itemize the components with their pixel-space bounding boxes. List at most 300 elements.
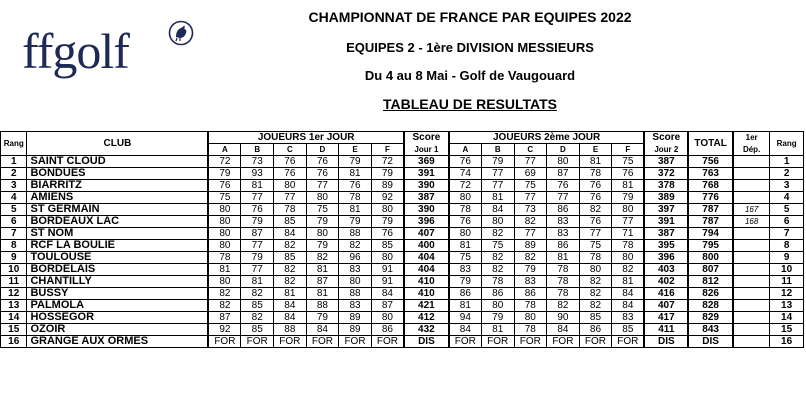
- day1-score-cell: 80: [371, 252, 404, 264]
- day2-score-cell: 79: [514, 264, 547, 276]
- day1-score-cell: 78: [208, 252, 241, 264]
- rank-header-right: Rang: [770, 132, 804, 156]
- club-name-cell: BORDEAUX LAC: [27, 216, 208, 228]
- day1-score-cell: 80: [306, 192, 339, 204]
- day1-score-cell: 76: [241, 204, 274, 216]
- day1-score-cell: 81: [274, 288, 307, 300]
- day2-score-cell: 77: [579, 228, 612, 240]
- result-row: [1, 324, 804, 336]
- day1-score-cell: 75: [208, 192, 241, 204]
- day1-score-cell: 76: [306, 156, 339, 168]
- day2-score-cell: 78: [449, 204, 482, 216]
- day1-score-cell: 80: [371, 204, 404, 216]
- rank-cell: 11: [1, 276, 27, 288]
- day2-score-cell: 75: [579, 240, 612, 252]
- day1-score-cell: 81: [241, 276, 274, 288]
- rank-right-cell: 3: [770, 180, 804, 192]
- day2-score-cell: 79: [481, 156, 514, 168]
- rank-cell: 13: [1, 300, 27, 312]
- day2-score-cell: 79: [449, 276, 482, 288]
- rank-cell: 7: [1, 228, 27, 240]
- result-row: [1, 276, 804, 288]
- day1-score-cell: 89: [339, 312, 372, 324]
- day1-score-cell: 82: [339, 240, 372, 252]
- day2-score-cell: 82: [579, 204, 612, 216]
- day2-player-d-header: D: [547, 144, 580, 156]
- day2-score-cell: 82: [481, 228, 514, 240]
- day1-score-cell: 82: [274, 276, 307, 288]
- day1-score-cell: 76: [274, 156, 307, 168]
- rank-right-cell: 8: [770, 240, 804, 252]
- day2-score-cell: 84: [449, 324, 482, 336]
- day1-player-e-header: E: [339, 144, 372, 156]
- score-day1-cell: 390: [404, 204, 449, 216]
- day1-score-cell: 79: [371, 216, 404, 228]
- day1-score-cell: 91: [371, 276, 404, 288]
- day2-player-a-header: A: [449, 144, 482, 156]
- day2-player-e-header: E: [579, 144, 612, 156]
- day2-score-cell: 87: [547, 168, 580, 180]
- first-departure-cell: [733, 192, 770, 204]
- day1-score-cell: 86: [371, 324, 404, 336]
- day2-score-cell: 78: [514, 300, 547, 312]
- day2-score-cell: 82: [481, 252, 514, 264]
- result-row: [1, 180, 804, 192]
- day2-score-cell: 78: [547, 288, 580, 300]
- first-departure-cell: [733, 336, 770, 348]
- day2-score-cell: 76: [579, 180, 612, 192]
- day1-score-cell: 93: [241, 168, 274, 180]
- day2-score-cell: 73: [514, 204, 547, 216]
- championship-title: CHAMPIONNAT DE FRANCE PAR EQUIPES 2022: [308, 9, 632, 25]
- day2-score-cell: 78: [579, 252, 612, 264]
- day1-score-cell: 88: [274, 324, 307, 336]
- rank-cell: 1: [1, 156, 27, 168]
- score-day2-cell: 389: [644, 192, 688, 204]
- day2-score-cell: 86: [481, 288, 514, 300]
- club-name-cell: OZOIR: [27, 324, 208, 336]
- first-departure-cell: [733, 180, 770, 192]
- day1-player-c-header: C: [274, 144, 307, 156]
- day2-score-cell: FOR: [579, 336, 612, 348]
- day1-score-cell: 83: [339, 300, 372, 312]
- day2-score-cell: 82: [579, 300, 612, 312]
- day2-score-cell: 69: [514, 168, 547, 180]
- day1-score-cell: 82: [306, 252, 339, 264]
- day1-score-cell: 91: [371, 264, 404, 276]
- total-cell: 776: [688, 192, 733, 204]
- total-cell: 787: [688, 204, 733, 216]
- day2-score-cell: 83: [514, 276, 547, 288]
- day1-score-cell: FOR: [241, 336, 274, 348]
- day2-score-cell: 81: [612, 276, 645, 288]
- day2-score-cell: 74: [449, 168, 482, 180]
- day1-score-cell: 82: [208, 300, 241, 312]
- day2-score-cell: 78: [481, 276, 514, 288]
- day2-score-cell: 81: [547, 252, 580, 264]
- day1-players-header: JOUEURS 1er JOUR: [208, 132, 404, 144]
- score-day2-cell: 387: [644, 156, 688, 168]
- day1-score-cell: 76: [274, 168, 307, 180]
- score-day2-cell: 378: [644, 180, 688, 192]
- day1-score-cell: 79: [371, 168, 404, 180]
- day1-score-cell: 81: [339, 168, 372, 180]
- score-day2-cell: 395: [644, 240, 688, 252]
- score-day1-cell: 404: [404, 264, 449, 276]
- day1-score-cell: 82: [274, 264, 307, 276]
- first-departure-cell: [733, 156, 770, 168]
- club-name-cell: RCF LA BOULIE: [27, 240, 208, 252]
- day2-score-cell: 83: [547, 216, 580, 228]
- rank-cell: 4: [1, 192, 27, 204]
- day2-score-cell: 80: [449, 192, 482, 204]
- day1-score-cell: 72: [208, 156, 241, 168]
- rank-right-cell: 2: [770, 168, 804, 180]
- score-day1-cell: DIS: [404, 336, 449, 348]
- day2-score-cell: 83: [449, 264, 482, 276]
- day1-score-cell: 80: [371, 312, 404, 324]
- day1-score-cell: 84: [306, 324, 339, 336]
- total-cell: 812: [688, 276, 733, 288]
- club-name-cell: PALMOLA: [27, 300, 208, 312]
- rank-right-cell: 9: [770, 252, 804, 264]
- day1-score-cell: 92: [371, 192, 404, 204]
- result-row: [1, 240, 804, 252]
- day2-player-c-header: C: [514, 144, 547, 156]
- day1-score-cell: 87: [208, 312, 241, 324]
- day2-score-cell: 78: [547, 276, 580, 288]
- day2-score-cell: 86: [547, 240, 580, 252]
- score-day1-cell: 387: [404, 192, 449, 204]
- day2-score-cell: 78: [547, 264, 580, 276]
- score-day1-header-top: Score: [404, 132, 449, 144]
- score-day1-cell: 410: [404, 288, 449, 300]
- score-day2-cell: 396: [644, 252, 688, 264]
- day1-score-cell: 85: [241, 324, 274, 336]
- day1-score-cell: 79: [339, 156, 372, 168]
- club-header: CLUB: [27, 132, 208, 156]
- division-title: EQUIPES 2 - 1ère DIVISION MESSIEURS: [346, 40, 594, 55]
- score-day1-cell: 412: [404, 312, 449, 324]
- day2-score-cell: 76: [547, 180, 580, 192]
- rank-header: Rang: [1, 132, 27, 156]
- day1-score-cell: 82: [241, 312, 274, 324]
- first-departure-cell: [733, 240, 770, 252]
- score-day1-cell: 400: [404, 240, 449, 252]
- day1-score-cell: 72: [371, 156, 404, 168]
- first-departure-header-bottom: Dép.: [733, 144, 770, 156]
- first-departure-cell: [733, 252, 770, 264]
- score-day2-cell: 407: [644, 300, 688, 312]
- day2-score-cell: 85: [612, 324, 645, 336]
- day1-player-a-header: A: [208, 144, 241, 156]
- day2-score-cell: 80: [612, 252, 645, 264]
- day2-score-cell: 86: [514, 288, 547, 300]
- club-name-cell: CHANTILLY: [27, 276, 208, 288]
- club-name-cell: BIARRITZ: [27, 180, 208, 192]
- day1-score-cell: 84: [274, 312, 307, 324]
- club-name-cell: SAINT CLOUD: [27, 156, 208, 168]
- day2-score-cell: 80: [449, 228, 482, 240]
- day1-score-cell: 81: [208, 264, 241, 276]
- day1-player-b-header: B: [241, 144, 274, 156]
- rank-cell: 6: [1, 216, 27, 228]
- day1-score-cell: 83: [339, 264, 372, 276]
- rank-right-cell: 11: [770, 276, 804, 288]
- day2-score-cell: 80: [612, 204, 645, 216]
- day2-score-cell: 80: [547, 156, 580, 168]
- day1-score-cell: 85: [241, 300, 274, 312]
- day2-score-cell: FOR: [449, 336, 482, 348]
- result-row: [1, 216, 804, 228]
- club-name-cell: AMIENS: [27, 192, 208, 204]
- day2-score-cell: 81: [481, 324, 514, 336]
- day1-score-cell: 82: [274, 240, 307, 252]
- day2-score-cell: 81: [579, 156, 612, 168]
- day2-score-cell: 83: [547, 228, 580, 240]
- score-day1-cell: 391: [404, 168, 449, 180]
- day2-score-cell: 79: [612, 192, 645, 204]
- total-cell: 795: [688, 240, 733, 252]
- total-cell: 787: [688, 216, 733, 228]
- day1-score-cell: 85: [274, 252, 307, 264]
- total-cell: 828: [688, 300, 733, 312]
- total-cell: 794: [688, 228, 733, 240]
- total-cell: 763: [688, 168, 733, 180]
- day1-score-cell: 79: [306, 216, 339, 228]
- score-day2-cell: 411: [644, 324, 688, 336]
- day1-score-cell: 81: [306, 264, 339, 276]
- day1-score-cell: 79: [241, 216, 274, 228]
- score-day2-cell: 403: [644, 264, 688, 276]
- day1-score-cell: 79: [339, 216, 372, 228]
- score-day2-cell: 387: [644, 228, 688, 240]
- first-departure-cell: [733, 228, 770, 240]
- club-name-cell: HOSSEGOR: [27, 312, 208, 324]
- day2-player-b-header: B: [481, 144, 514, 156]
- score-day2-cell: 416: [644, 288, 688, 300]
- first-departure-cell: [733, 288, 770, 300]
- result-row: [1, 228, 804, 240]
- score-day2-header-bottom: Jour 2: [644, 144, 688, 156]
- day1-score-cell: 84: [274, 228, 307, 240]
- rank-cell: 9: [1, 252, 27, 264]
- day1-score-cell: FOR: [274, 336, 307, 348]
- day1-score-cell: 80: [306, 228, 339, 240]
- day2-score-cell: 72: [449, 180, 482, 192]
- score-day1-cell: 432: [404, 324, 449, 336]
- day1-score-cell: 81: [241, 180, 274, 192]
- first-departure-cell: [733, 264, 770, 276]
- day1-score-cell: 77: [241, 240, 274, 252]
- day2-score-cell: 76: [579, 216, 612, 228]
- total-cell: 807: [688, 264, 733, 276]
- total-header: TOTAL: [688, 132, 733, 156]
- day2-score-cell: 75: [449, 252, 482, 264]
- day1-score-cell: 77: [241, 264, 274, 276]
- day1-player-d-header: D: [306, 144, 339, 156]
- club-name-cell: BUSSY: [27, 288, 208, 300]
- rank-right-cell: 13: [770, 300, 804, 312]
- day1-score-cell: 76: [371, 228, 404, 240]
- day2-score-cell: 76: [612, 168, 645, 180]
- day1-score-cell: 88: [306, 300, 339, 312]
- score-day1-cell: 369: [404, 156, 449, 168]
- club-name-cell: BORDELAIS: [27, 264, 208, 276]
- score-day2-header-top: Score: [644, 132, 688, 144]
- day2-score-cell: 71: [612, 228, 645, 240]
- day2-score-cell: 81: [481, 192, 514, 204]
- day2-score-cell: 80: [579, 264, 612, 276]
- score-day2-cell: DIS: [644, 336, 688, 348]
- day1-score-cell: 88: [339, 288, 372, 300]
- club-name-cell: GRANGE AUX ORMES: [27, 336, 208, 348]
- results-subtitle: TABLEAU DE RESULTATS: [383, 96, 557, 112]
- day1-score-cell: 80: [208, 204, 241, 216]
- day2-score-cell: FOR: [612, 336, 645, 348]
- rooster-icon: [168, 20, 194, 46]
- day1-score-cell: FOR: [339, 336, 372, 348]
- day2-score-cell: 86: [547, 204, 580, 216]
- result-row: [1, 156, 804, 168]
- score-day2-cell: 402: [644, 276, 688, 288]
- result-row: [1, 336, 804, 348]
- day2-score-cell: 78: [514, 324, 547, 336]
- result-row: [1, 192, 804, 204]
- day1-score-cell: 80: [339, 276, 372, 288]
- total-cell: 826: [688, 288, 733, 300]
- score-day1-cell: 390: [404, 180, 449, 192]
- day2-score-cell: 75: [514, 180, 547, 192]
- first-departure-cell: 168: [733, 216, 770, 228]
- day2-score-cell: 82: [514, 216, 547, 228]
- day1-score-cell: 78: [274, 204, 307, 216]
- day2-score-cell: 84: [612, 288, 645, 300]
- rank-right-cell: 16: [770, 336, 804, 348]
- results-table: [0, 131, 804, 348]
- day1-score-cell: 78: [339, 192, 372, 204]
- day2-score-cell: 86: [449, 288, 482, 300]
- result-row: [1, 252, 804, 264]
- day1-score-cell: 89: [371, 180, 404, 192]
- first-departure-header-top: 1er: [733, 132, 770, 144]
- ffgolf-logo: [22, 20, 202, 90]
- rank-right-cell: 7: [770, 228, 804, 240]
- day1-score-cell: 77: [241, 192, 274, 204]
- day2-score-cell: 90: [547, 312, 580, 324]
- day1-score-cell: 75: [306, 204, 339, 216]
- first-departure-cell: [733, 168, 770, 180]
- day2-score-cell: 82: [547, 300, 580, 312]
- day1-score-cell: 79: [241, 252, 274, 264]
- day1-score-cell: 80: [274, 180, 307, 192]
- result-row: [1, 288, 804, 300]
- day2-score-cell: 80: [514, 312, 547, 324]
- header-row-1: [1, 132, 804, 144]
- day2-score-cell: 75: [481, 240, 514, 252]
- rank-right-cell: 4: [770, 192, 804, 204]
- day1-score-cell: 87: [241, 228, 274, 240]
- club-name-cell: ST GERMAIN: [27, 204, 208, 216]
- day1-score-cell: 76: [306, 168, 339, 180]
- rank-cell: 15: [1, 324, 27, 336]
- rank-right-cell: 6: [770, 216, 804, 228]
- day1-score-cell: 82: [208, 288, 241, 300]
- rank-right-cell: 10: [770, 264, 804, 276]
- day2-score-cell: 77: [612, 216, 645, 228]
- result-row: [1, 300, 804, 312]
- rank-right-cell: 1: [770, 156, 804, 168]
- day2-score-cell: 85: [579, 312, 612, 324]
- day2-score-cell: 77: [514, 192, 547, 204]
- rank-cell: 2: [1, 168, 27, 180]
- day2-score-cell: 77: [547, 192, 580, 204]
- score-day1-cell: 396: [404, 216, 449, 228]
- rank-cell: 5: [1, 204, 27, 216]
- day1-score-cell: FOR: [371, 336, 404, 348]
- rank-right-cell: 14: [770, 312, 804, 324]
- day1-score-cell: 82: [241, 288, 274, 300]
- club-name-cell: BONDUES: [27, 168, 208, 180]
- rank-cell: 14: [1, 312, 27, 324]
- day2-score-cell: 80: [481, 216, 514, 228]
- day2-score-cell: 77: [514, 228, 547, 240]
- rank-cell: 8: [1, 240, 27, 252]
- logo-text: ffgolf: [22, 23, 129, 79]
- day1-score-cell: 81: [306, 288, 339, 300]
- day2-score-cell: 84: [481, 204, 514, 216]
- day1-score-cell: 88: [339, 228, 372, 240]
- day1-score-cell: 79: [306, 312, 339, 324]
- day1-score-cell: 96: [339, 252, 372, 264]
- day1-player-f-header: F: [371, 144, 404, 156]
- rank-cell: 10: [1, 264, 27, 276]
- score-day1-cell: 407: [404, 228, 449, 240]
- day2-score-cell: 76: [579, 192, 612, 204]
- day1-score-cell: FOR: [306, 336, 339, 348]
- day2-score-cell: 84: [547, 324, 580, 336]
- day1-score-cell: 77: [306, 180, 339, 192]
- day2-score-cell: 78: [579, 168, 612, 180]
- day2-score-cell: 94: [449, 312, 482, 324]
- day1-score-cell: 80: [208, 228, 241, 240]
- total-cell: 756: [688, 156, 733, 168]
- club-name-cell: ST NOM: [27, 228, 208, 240]
- day2-score-cell: FOR: [514, 336, 547, 348]
- score-day2-cell: 417: [644, 312, 688, 324]
- score-day1-cell: 404: [404, 252, 449, 264]
- total-cell: DIS: [688, 336, 733, 348]
- day2-score-cell: 82: [612, 264, 645, 276]
- day2-score-cell: 82: [481, 264, 514, 276]
- event-dates: Du 4 au 8 Mai - Golf de Vaugouard: [364, 68, 576, 83]
- score-day2-cell: 372: [644, 168, 688, 180]
- day1-score-cell: 73: [241, 156, 274, 168]
- result-row: [1, 312, 804, 324]
- first-departure-cell: [733, 276, 770, 288]
- day2-players-header: JOUEURS 2ème JOUR: [449, 132, 645, 144]
- day1-score-cell: 79: [306, 240, 339, 252]
- day1-score-cell: 92: [208, 324, 241, 336]
- day1-score-cell: 80: [208, 276, 241, 288]
- day2-score-cell: 83: [612, 312, 645, 324]
- day1-score-cell: 87: [306, 276, 339, 288]
- day1-score-cell: FOR: [208, 336, 241, 348]
- rank-cell: 16: [1, 336, 27, 348]
- day1-score-cell: 79: [208, 168, 241, 180]
- total-cell: 843: [688, 324, 733, 336]
- day2-score-cell: 81: [449, 240, 482, 252]
